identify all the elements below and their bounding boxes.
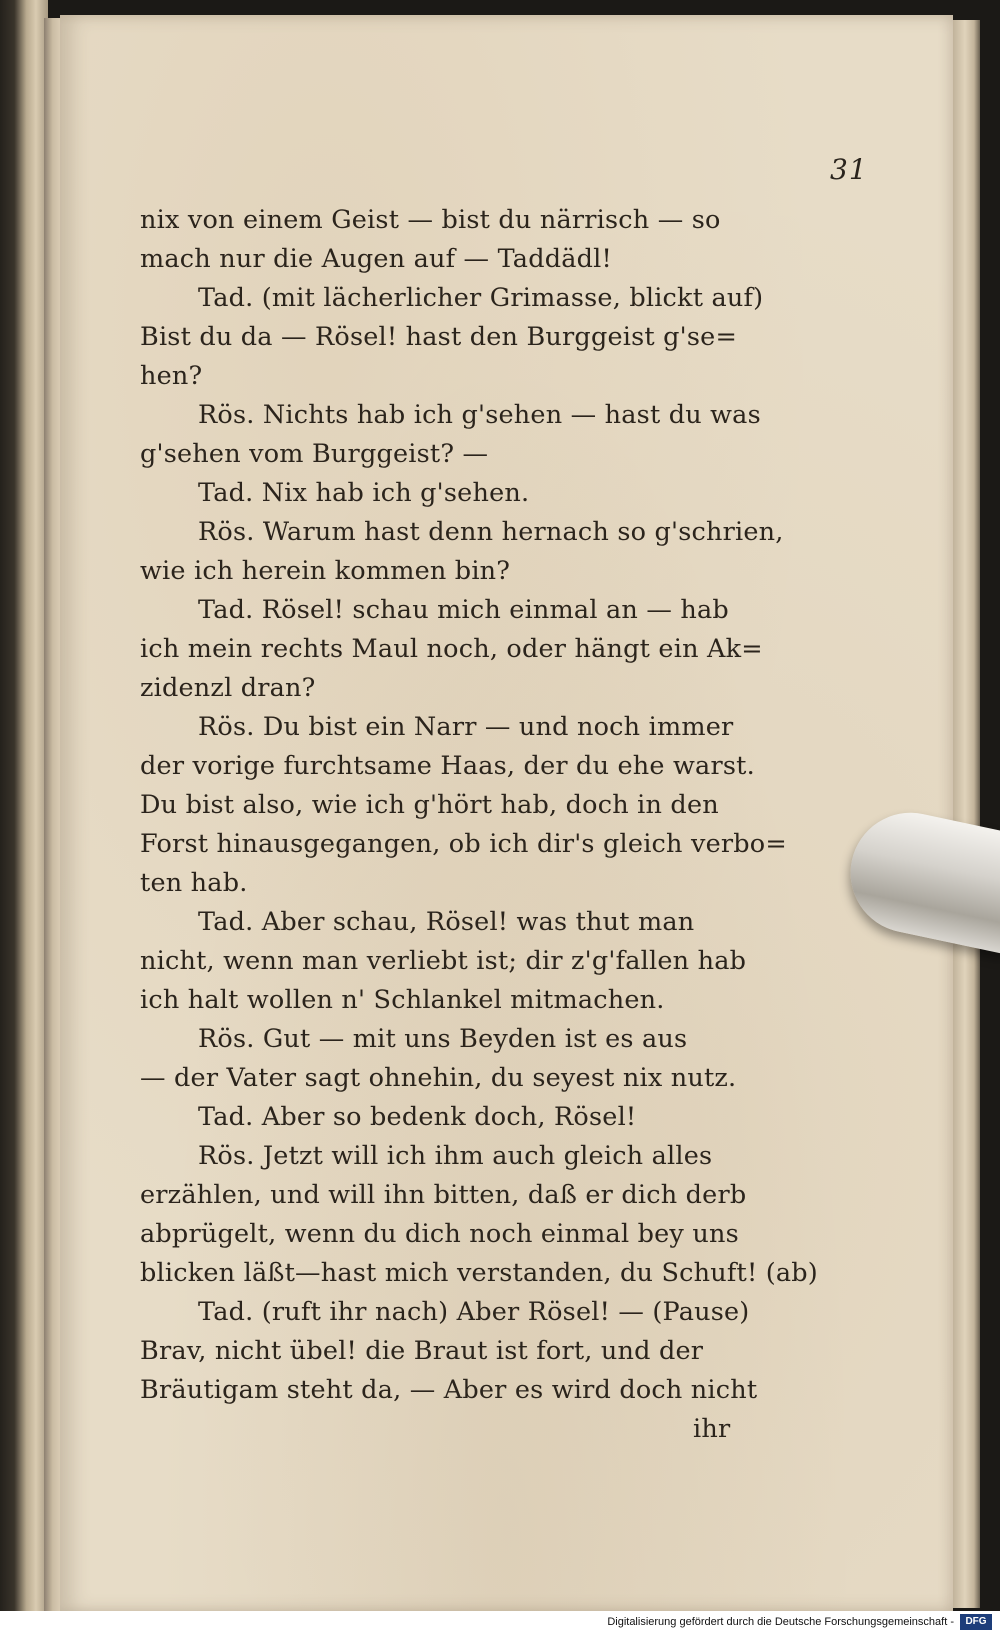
text-line: Brav, nicht übel! die Braut ist fort, und der [140, 1336, 704, 1366]
text-line: nicht, wenn man verliebt ist; dir z'g'fallen hab [140, 946, 747, 976]
text-line: Bist du da — Rösel! hast den Burggeist g'se= [140, 322, 738, 352]
text-line: Rös. Du bist ein Narr — und noch immer [198, 712, 734, 742]
text-line: nix von einem Geist — bist du närrisch — so [140, 205, 721, 235]
text-line: der vorige furchtsame Haas, der du ehe warst. [140, 751, 755, 781]
text-line: Tad. Nix hab ich g'sehen. [198, 478, 530, 508]
dfg-logo: DFG [960, 1614, 992, 1630]
text-line: Tad. Rösel! schau mich einmal an — hab [198, 595, 729, 625]
text-line: hen? [140, 361, 203, 391]
text-line: wie ich herein kommen bin? [140, 556, 511, 586]
text-line: Forst hinausgegangen, ob ich dir's gleich verbo= [140, 829, 787, 859]
text-line: g'sehen vom Burggeist? — [140, 439, 489, 469]
text-line: Du bist also, wie ich g'hört hab, doch in den [140, 790, 719, 820]
text-line: ten hab. [140, 868, 248, 898]
text-line: blicken läßt—hast mich verstanden, du Schuft! (ab) [140, 1258, 818, 1288]
text-line: mach nur die Augen auf — Taddädl! [140, 244, 612, 274]
text-line: Rös. Gut — mit uns Beyden ist es aus [198, 1024, 688, 1054]
catchword: ihr [693, 1414, 731, 1444]
text-line: ich halt wollen n' Schlankel mitmachen. [140, 985, 665, 1015]
footer-credit: Digitalisierung gefördert durch die Deutsche Forschungsgemeinschaft - [607, 1616, 954, 1628]
page-number: 31 [830, 153, 868, 186]
text-line: Rös. Warum hast denn hernach so g'schrien, [198, 517, 784, 547]
page-edge-right [950, 20, 980, 1608]
text-line: Bräutigam steht da, — Aber es wird doch nicht [140, 1375, 758, 1405]
text-line: Tad. Aber so bedenk doch, Rösel! [198, 1102, 637, 1132]
text-line: ich mein rechts Maul noch, oder hängt ein Ak= [140, 634, 763, 664]
book-page [60, 15, 953, 1612]
text-line: Rös. Jetzt will ich ihm auch gleich alles [198, 1141, 713, 1171]
text-line: abprügelt, wenn du dich noch einmal bey uns [140, 1219, 739, 1249]
text-line: Tad. (mit lächerlicher Grimasse, blickt auf) [198, 283, 764, 313]
binding-edge [0, 0, 48, 1638]
text-line: erzählen, und will ihn bitten, daß er dich derb [140, 1180, 747, 1210]
text-line: zidenzl dran? [140, 673, 316, 703]
text-line: Rös. Nichts hab ich g'sehen — hast du was [198, 400, 761, 430]
text-line: Tad. Aber schau, Rösel! was thut man [198, 907, 695, 937]
text-line: — der Vater sagt ohnehin, du seyest nix nutz. [140, 1063, 737, 1093]
text-line: Tad. (ruft ihr nach) Aber Rösel! — (Pause) [198, 1297, 750, 1327]
